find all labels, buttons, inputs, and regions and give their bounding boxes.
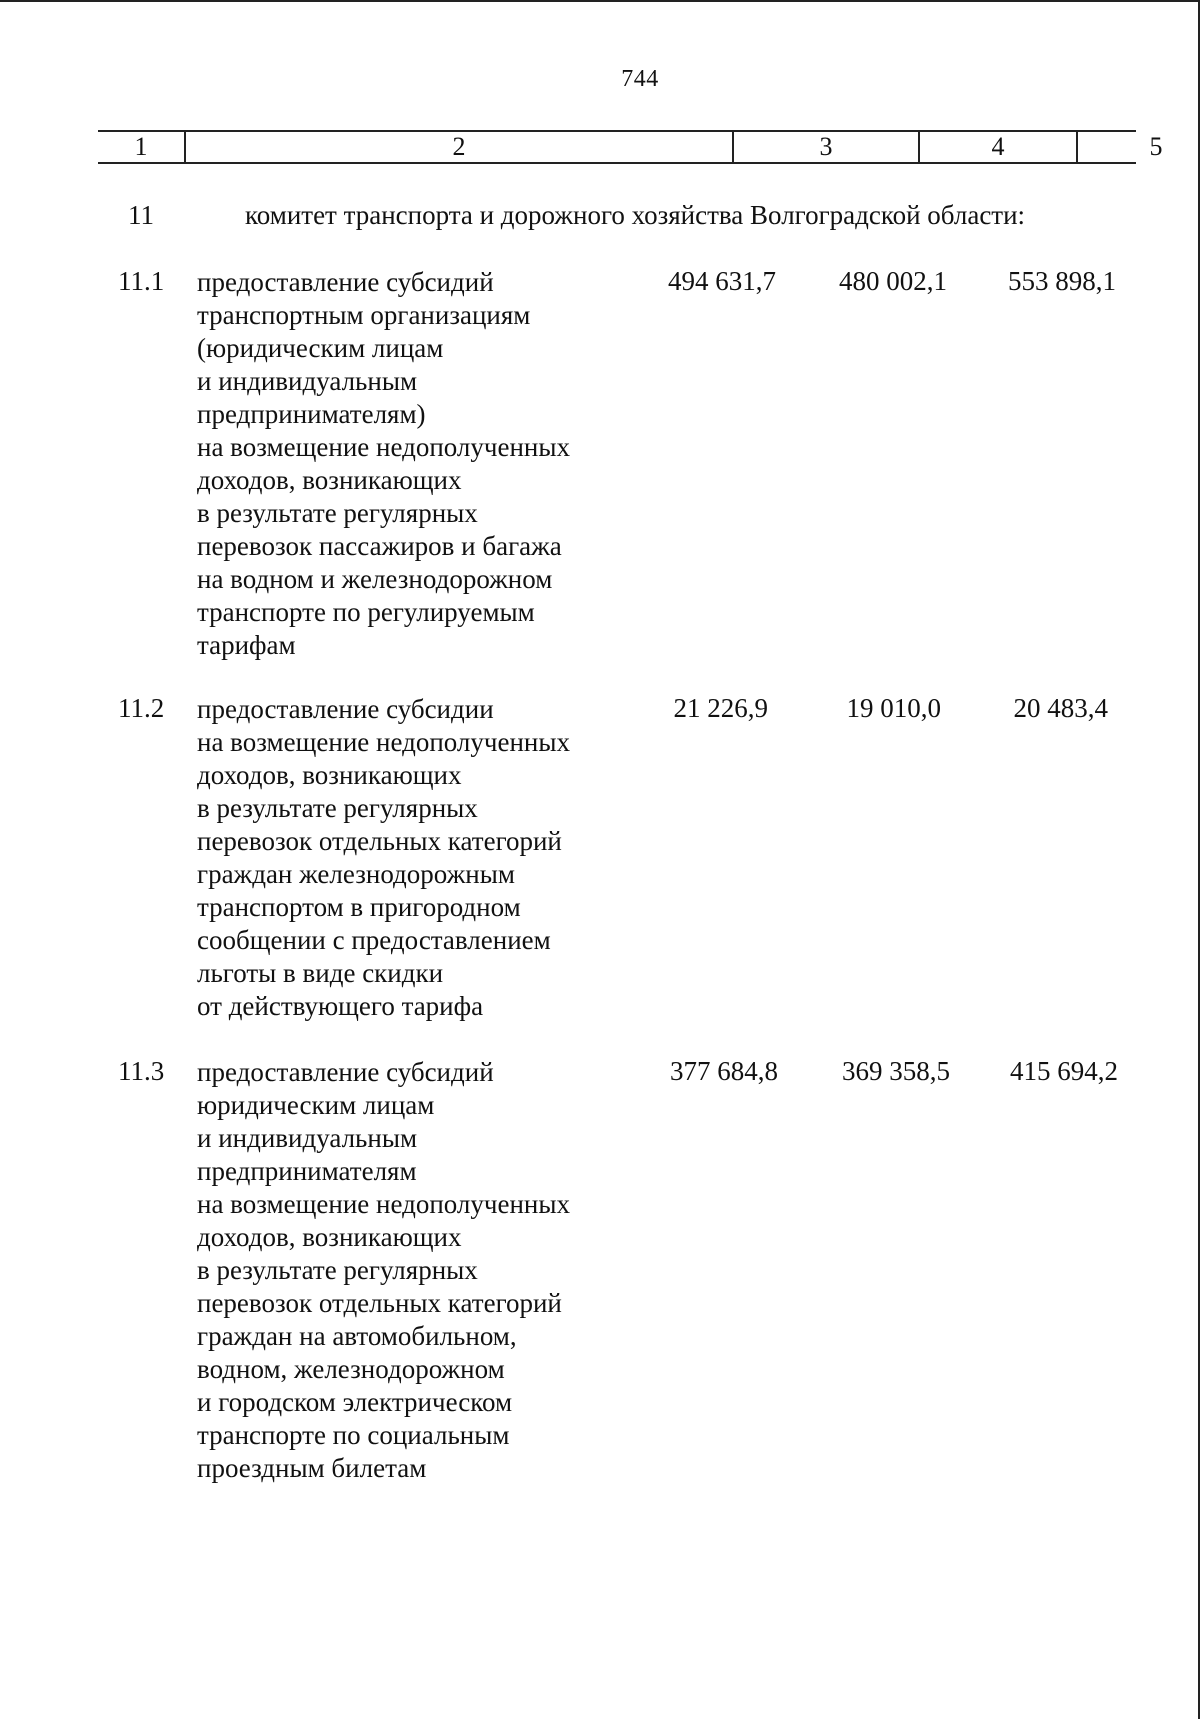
description-line: перевозок пассажиров и багажа xyxy=(197,531,562,561)
value-col4: 19 010,0 xyxy=(846,693,941,723)
description-line: водном, железнодорожном xyxy=(197,1354,505,1384)
column-header-3: 3 xyxy=(819,132,833,161)
column-header-1: 1 xyxy=(134,132,148,161)
row-description xyxy=(197,1056,617,1485)
section-heading xyxy=(0,200,1200,240)
description-line: и городском электрическом xyxy=(197,1387,513,1417)
description-line: предпринимателям) xyxy=(197,399,426,429)
description-line: транспортным организациям xyxy=(197,300,531,330)
row-number: 11.3 xyxy=(118,1056,165,1086)
description-line: и индивидуальным xyxy=(197,366,418,396)
description-line: предоставление субсидии xyxy=(197,694,494,724)
description-line: перевозок отдельных категорий xyxy=(197,1288,562,1318)
description-line: граждан на автомобильном, xyxy=(197,1321,517,1351)
description-line: на возмещение недополученных xyxy=(197,432,570,462)
value-col5: 415 694,2 xyxy=(1010,1056,1118,1086)
description-line: транспорте по регулируемым xyxy=(197,597,535,627)
column-header-5: 5 xyxy=(1149,132,1163,161)
description-line: от действующего тарифа xyxy=(197,991,484,1021)
description-line: (юридическим лицам xyxy=(197,333,444,363)
description-line: на возмещение недополученных xyxy=(197,727,570,757)
description-line: предоставление субсидий xyxy=(197,267,494,297)
description-line: транспорте по социальным xyxy=(197,1420,510,1450)
description-line: транспортом в пригородном xyxy=(197,892,521,922)
value-col5: 553 898,1 xyxy=(1008,266,1116,296)
description-line: и индивидуальным xyxy=(197,1123,418,1153)
page-number: 744 xyxy=(621,66,659,92)
value-col3: 377 684,8 xyxy=(670,1056,778,1086)
value-col5: 20 483,4 xyxy=(1013,693,1108,723)
value-col4: 369 358,5 xyxy=(842,1056,950,1086)
description-line: сообщении с предоставлением xyxy=(197,925,551,955)
description-line: на водном и железнодорожном xyxy=(197,564,553,594)
description-line: льготы в виде скидки xyxy=(197,958,444,988)
description-line: граждан железнодорожным xyxy=(197,859,515,889)
description-line: доходов, возникающих xyxy=(197,1222,462,1252)
scan-border-top xyxy=(0,0,1200,2)
column-header-row xyxy=(98,130,1163,164)
description-line: юридическим лицам xyxy=(197,1090,435,1120)
description-line: предпринимателям xyxy=(197,1156,417,1186)
description-line: в результате регулярных xyxy=(197,1255,478,1285)
description-line: тарифам xyxy=(197,630,296,660)
description-line: на возмещение недополученных xyxy=(197,1189,570,1219)
row-description xyxy=(197,693,617,1023)
row-number: 11.2 xyxy=(118,693,165,723)
description-line: предоставление субсидий xyxy=(197,1057,494,1087)
row-description xyxy=(197,266,617,662)
value-col3: 494 631,7 xyxy=(668,266,776,296)
section-number: 11 xyxy=(128,200,154,230)
description-line: проездным билетам xyxy=(197,1453,427,1483)
description-line: в результате регулярных xyxy=(197,498,478,528)
description-line: доходов, возникающих xyxy=(197,465,462,495)
description-line: перевозок отдельных категорий xyxy=(197,826,562,856)
description-line: в результате регулярных xyxy=(197,793,478,823)
value-col4: 480 002,1 xyxy=(839,266,947,296)
section-title: комитет транспорта и дорожного хозяйства Волгоградской области: xyxy=(245,200,1026,230)
row-number: 11.1 xyxy=(118,266,165,296)
column-header-2: 2 xyxy=(452,132,466,161)
value-col3: 21 226,9 xyxy=(673,693,768,723)
column-header-4: 4 xyxy=(991,132,1005,161)
description-line: доходов, возникающих xyxy=(197,760,462,790)
